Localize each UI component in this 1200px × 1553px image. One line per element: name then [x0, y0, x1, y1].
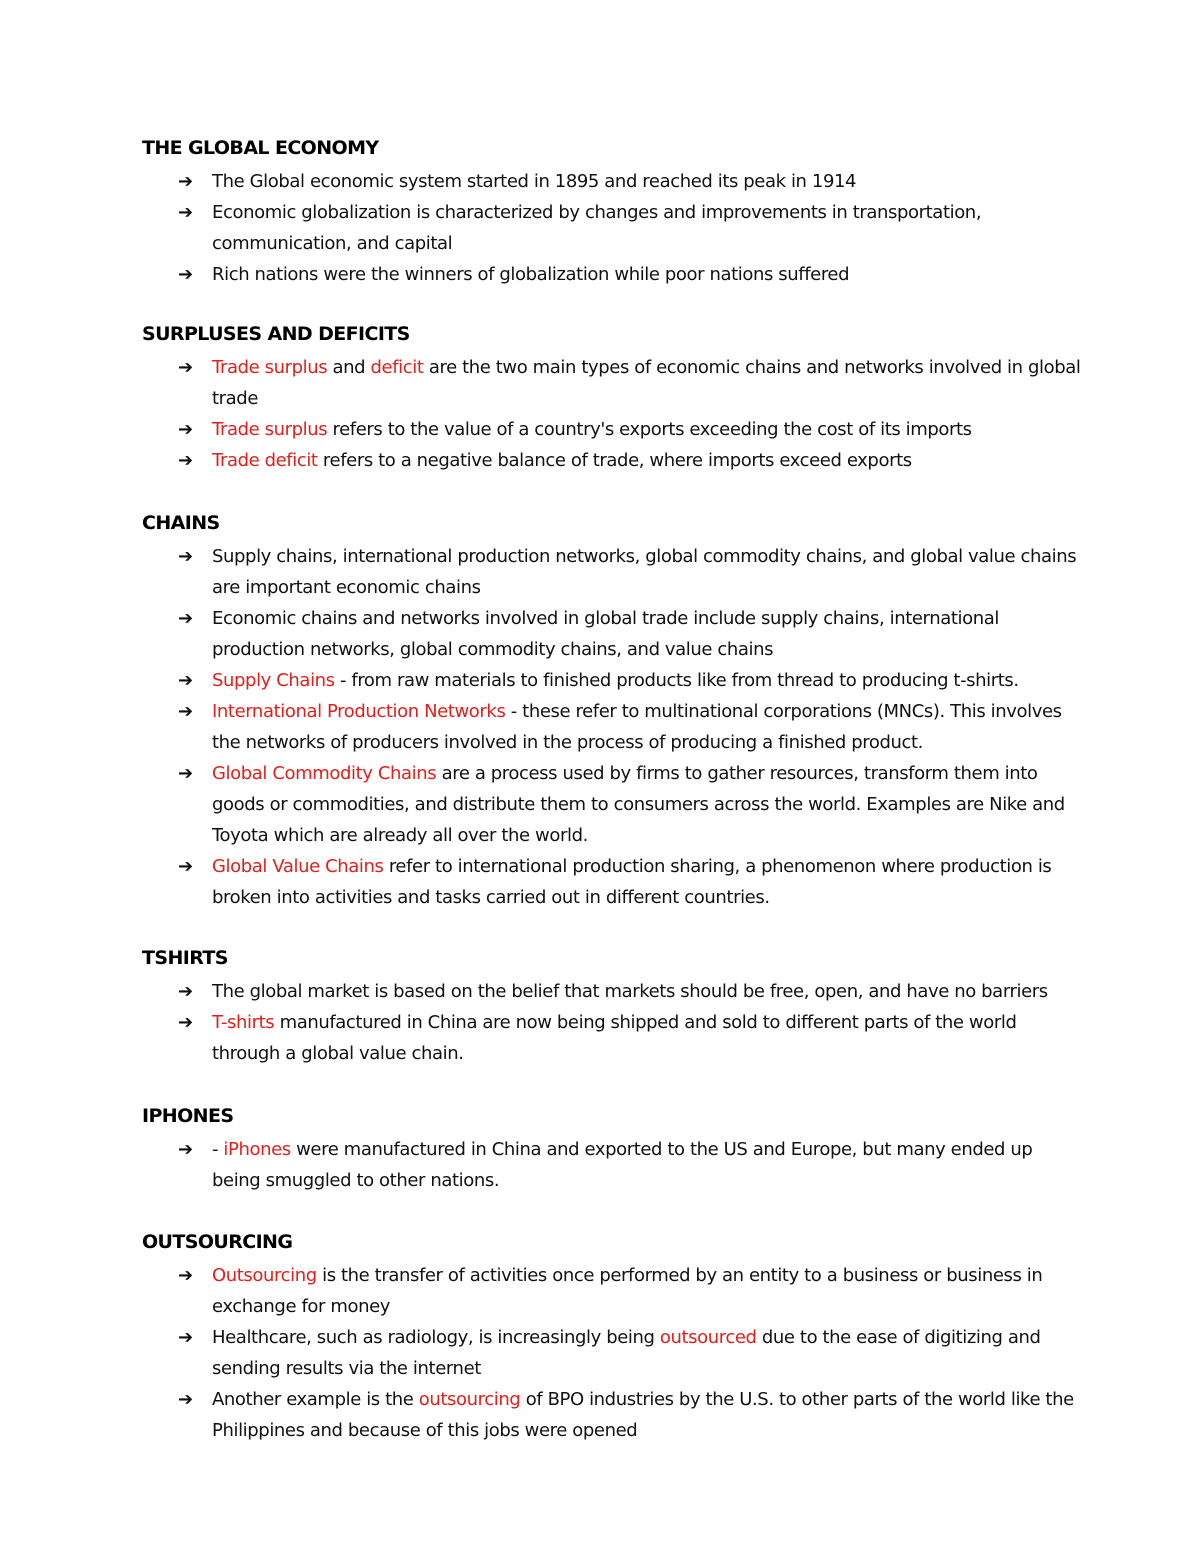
- bullet-item: [142, 1134, 1082, 1196]
- bullet-item: [142, 696, 1082, 758]
- bullet-text: refer to international production sharing, a phenomenon where production is broken into activities and tasks carried out in different countries.: [212, 856, 1052, 908]
- bullet-text: Economic globalization is characterized by changes and improvements in transportation, communication, and capital: [212, 202, 982, 254]
- arrow-bullet-icon: ➔: [178, 608, 193, 629]
- bullet-item: [142, 851, 1082, 913]
- section-heading: OUTSOURCING: [142, 1231, 293, 1253]
- bullet-text: due to the ease of digitizing and sending results via the internet: [212, 1327, 1041, 1379]
- section-heading: CHAINS: [142, 512, 220, 534]
- section-tshirts: [142, 946, 1082, 1069]
- bullet-item: [142, 1260, 1082, 1322]
- highlighted-term: T-shirts: [212, 1012, 275, 1033]
- bullet-text: Healthcare, such as radiology, is increasingly being: [212, 1327, 660, 1348]
- highlighted-term: Trade deficit: [212, 450, 318, 471]
- arrow-bullet-icon: ➔: [178, 357, 193, 378]
- bullet-text: The Global economic system started in 1895 and reached its peak in 1914: [212, 171, 857, 192]
- bullet-item: [142, 166, 1082, 197]
- bullet-list: [142, 976, 1082, 1069]
- bullet-item: [142, 976, 1082, 1007]
- bullet-text: refers to a negative balance of trade, where imports exceed exports: [317, 450, 912, 471]
- highlighted-term: Trade surplus: [212, 357, 328, 378]
- bullet-text: were manufactured in China and exported to the US and Europe, but many ended up being smuggled to other nations.: [212, 1139, 1033, 1191]
- section-heading: SURPLUSES AND DEFICITS: [142, 323, 410, 345]
- arrow-bullet-icon: ➔: [178, 202, 193, 223]
- arrow-bullet-icon: ➔: [178, 1012, 193, 1033]
- bullet-item: [142, 1322, 1082, 1384]
- bullet-text: of BPO industries by the U.S. to other parts of the world like the Philippines and because of this jobs were opened: [212, 1389, 1074, 1441]
- section-surpluses-and-deficits: [142, 322, 1082, 476]
- arrow-bullet-icon: ➔: [178, 981, 193, 1002]
- section-heading: IPHONES: [142, 1105, 234, 1127]
- highlighted-term: International Production Networks: [212, 701, 506, 722]
- arrow-bullet-icon: ➔: [178, 419, 193, 440]
- arrow-bullet-icon: ➔: [178, 856, 193, 877]
- section-outsourcing: [142, 1230, 1082, 1446]
- arrow-bullet-icon: ➔: [178, 1139, 193, 1160]
- bullet-text: - these refer to multinational corporations (MNCs). This involves the networks of producers involved in the process of producing a finished product.: [212, 701, 1062, 753]
- bullet-item: [142, 1384, 1082, 1446]
- arrow-bullet-icon: ➔: [178, 546, 193, 567]
- arrow-bullet-icon: ➔: [178, 171, 193, 192]
- bullet-list: [142, 352, 1082, 476]
- arrow-bullet-icon: ➔: [178, 670, 193, 691]
- bullet-text: Rich nations were the winners of globalization while poor nations suffered: [212, 264, 850, 285]
- bullet-text: Another example is the: [212, 1389, 419, 1410]
- section-heading: TSHIRTS: [142, 947, 228, 969]
- arrow-bullet-icon: ➔: [178, 1265, 193, 1286]
- bullet-list: [142, 1134, 1082, 1196]
- arrow-bullet-icon: ➔: [178, 1389, 193, 1410]
- bullet-text: is the transfer of activities once performed by an entity to a business or business in exchange for money: [212, 1265, 1043, 1317]
- bullet-text: -: [212, 1139, 224, 1160]
- section-iphones: [142, 1104, 1082, 1196]
- bullet-text: refers to the value of a country's exports exceeding the cost of its imports: [327, 419, 972, 440]
- highlighted-term: Global Commodity Chains: [212, 763, 437, 784]
- section-global-economy: [142, 136, 1082, 290]
- bullet-item: [142, 197, 1082, 259]
- bullet-text: are the two main types of economic chains and networks involved in global trade: [212, 357, 1081, 409]
- bullet-item: [142, 541, 1082, 603]
- highlighted-term: outsourced: [659, 1327, 757, 1348]
- arrow-bullet-icon: ➔: [178, 1327, 193, 1348]
- bullet-list: [142, 166, 1082, 290]
- bullet-text: - from raw materials to finished products like from thread to producing t-shirts.: [334, 670, 1019, 691]
- bullet-list: [142, 1260, 1082, 1446]
- bullet-item: [142, 758, 1082, 851]
- highlighted-term: iPhones: [223, 1139, 291, 1160]
- highlighted-term: outsourcing: [418, 1389, 521, 1410]
- bullet-item: [142, 1007, 1082, 1069]
- bullet-item: [142, 445, 1082, 476]
- highlighted-term: Supply Chains: [212, 670, 335, 691]
- highlighted-term: Outsourcing: [212, 1265, 317, 1286]
- bullet-text: manufactured in China are now being shipped and sold to different parts of the world through a global value chain.: [212, 1012, 1017, 1064]
- bullet-text: and: [327, 357, 371, 378]
- bullet-item: [142, 259, 1082, 290]
- bullet-text: Supply chains, international production networks, global commodity chains, and global value chains are important economic chains: [212, 546, 1077, 598]
- highlighted-term: Global Value Chains: [212, 856, 384, 877]
- bullet-text: are a process used by firms to gather resources, transform them into goods or commodities, and distribute them to consumers across the world. Examples are Nike and Toyota which are already all over the world.: [212, 763, 1065, 846]
- bullet-item: [142, 665, 1082, 696]
- bullet-item: [142, 414, 1082, 445]
- section-heading: THE GLOBAL ECONOMY: [142, 137, 379, 159]
- highlighted-term: deficit: [370, 357, 424, 378]
- arrow-bullet-icon: ➔: [178, 450, 193, 471]
- bullet-item: [142, 352, 1082, 414]
- bullet-text: Economic chains and networks involved in global trade include supply chains, international production networks, global commodity chains, and value chains: [212, 608, 999, 660]
- bullet-list: [142, 541, 1082, 913]
- arrow-bullet-icon: ➔: [178, 264, 193, 285]
- arrow-bullet-icon: ➔: [178, 701, 193, 722]
- highlighted-term: Trade surplus: [212, 419, 328, 440]
- bullet-text: The global market is based on the belief that markets should be free, open, and have no barriers: [212, 981, 1048, 1002]
- arrow-bullet-icon: ➔: [178, 763, 193, 784]
- section-chains: [142, 511, 1082, 913]
- bullet-item: [142, 603, 1082, 665]
